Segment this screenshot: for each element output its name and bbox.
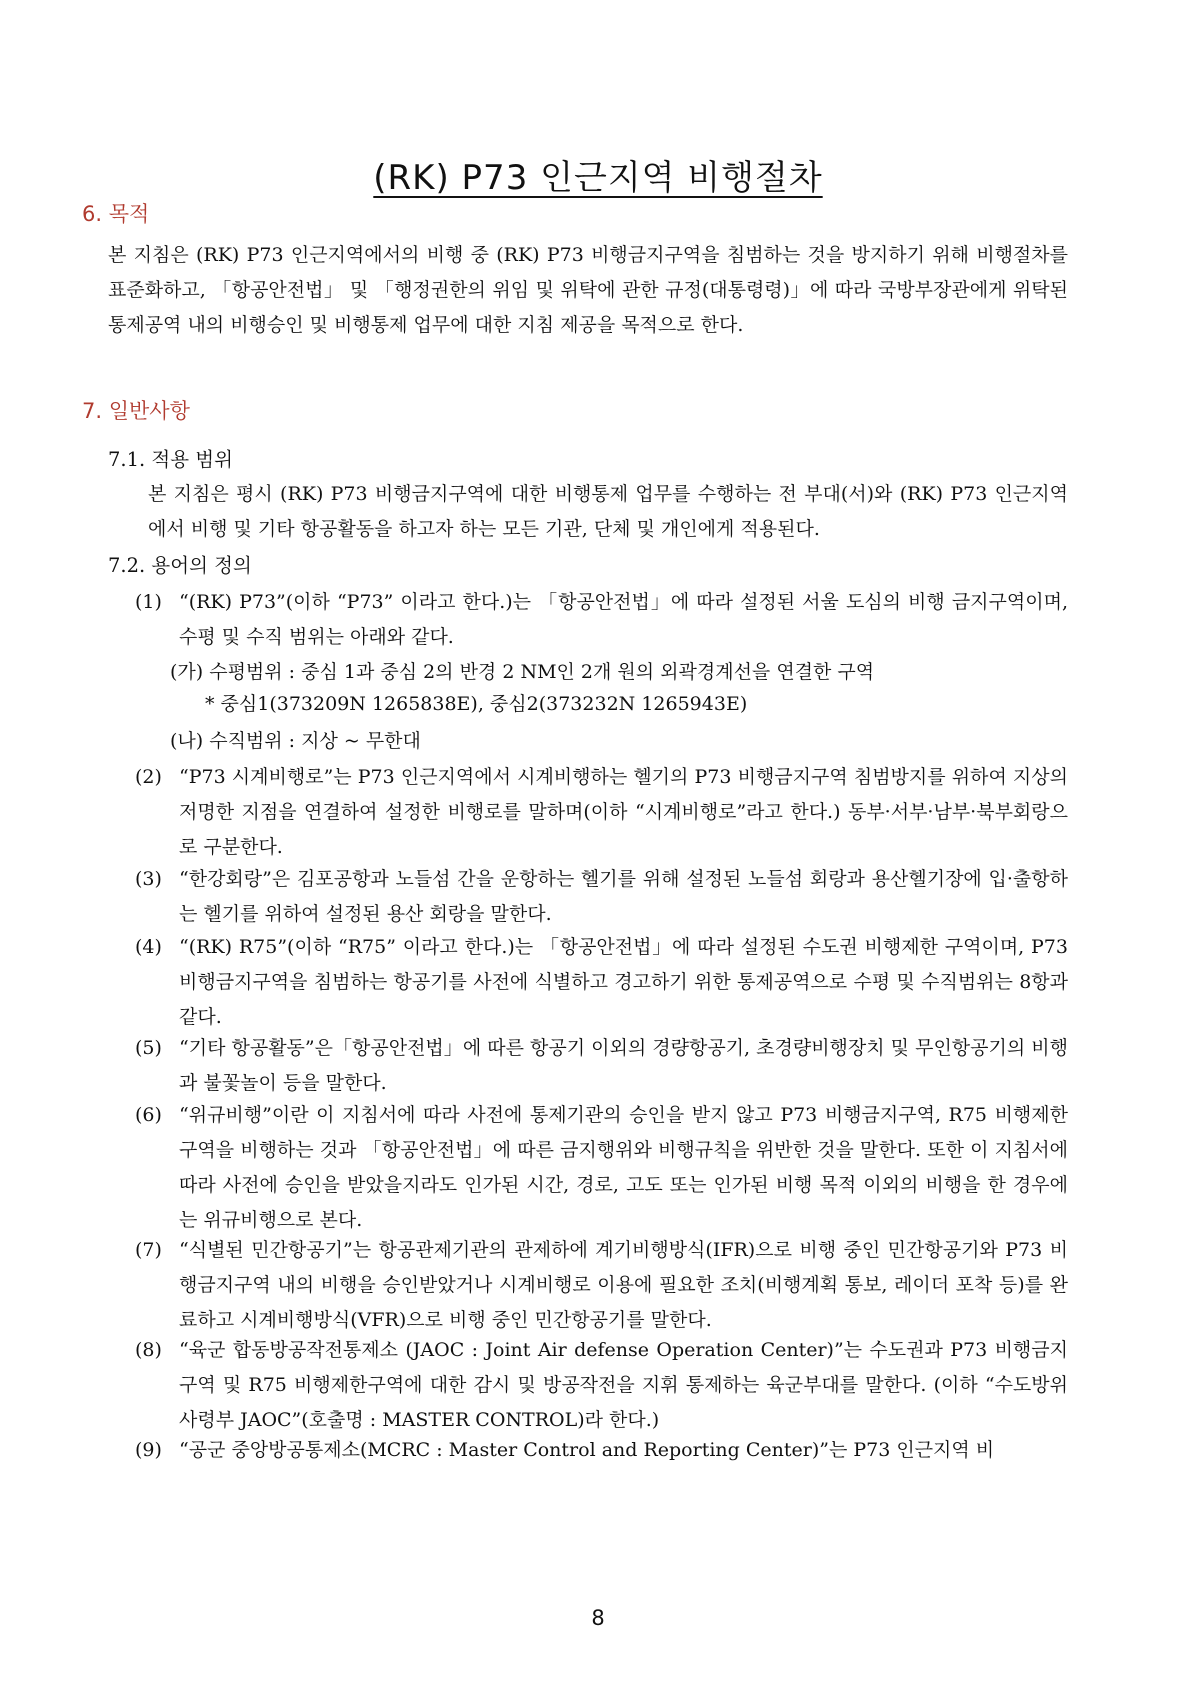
vertical-range-item: (나) 수직범위 : 지상 ~ 무한대	[170, 730, 421, 752]
center-coordinates-note: * 중심1(373209N 1265838E), 중심2(373232N 1265943E)	[205, 693, 748, 715]
definition-item-4: (4) “(RK) R75”(이하 “R75” 이라고 한다.)는 「항공안전법」에 따라 설정된 수도권 비행제한 구역이며, P73 비행금지구역을 침범하는 항공기를 사전에 식별하고 경고하기 위한 통제공역으로 수평 및 수직범위는 8항과 같다.	[135, 936, 1068, 1028]
subsection-7-1-body: 본 지침은 평시 (RK) P73 비행금지구역에 대한 비행통제 업무를 수행하는 전 부대(서)와 (RK) P73 인근지역에서 비행 및 기타 항공활동을 하고자 하는 모든 기관, 단체 및 개인에게 적용된다.	[148, 483, 1068, 540]
horizontal-range-item: (가) 수평범위 : 중심 1과 중심 2의 반경 2 NM인 2개 원의 외곽경계선을 연결한 구역	[170, 661, 875, 683]
definition-item-1: (1) “(RK) P73”(이하 “P73” 이라고 한다.)는 「항공안전법」에 따라 설정된 서울 도심의 비행 금지구역이며, 수평 및 수직 범위는 아래와 같다.	[135, 591, 1068, 648]
definition-item-3: (3) “한강회랑”은 김포공항과 노들섬 간을 운항하는 헬기를 위해 설정된 노들섬 회랑과 용산헬기장에 입·출항하는 헬기를 위하여 설정된 용산 회랑을 말한다.	[135, 868, 1068, 925]
definition-item-8: (8) “육군 합동방공작전통제소 (JAOC : Joint Air defense Operation Center)”는 수도권과 P73 비행금지구역 및 R75 비행제한구역에 대한 감시 및 방공작전을 지휘 통제하는 육군부대를 말한다. (이하 “수도방위사령부 JAOC”(호출명 : MASTER CONTROL)라 한다.)	[135, 1339, 1068, 1431]
page-title: (RK) P73 인근지역 비행절차	[373, 158, 823, 198]
subsection-7-2-heading: 7.2. 용어의 정의	[108, 554, 252, 577]
section-6-body: 본 지침은 (RK) P73 인근지역에서의 비행 중 (RK) P73 비행금지구역을 침범하는 것을 방지하기 위해 비행절차를 표준화하고, 「항공안전법」 및 「행정권한의 위임 및 위탁에 관한 규정(대통령령)」에 따라 국방부장관에게 위탁된 통제공역 내의 비행승인 및 비행통제 업무에 대한 지침 제공을 목적으로 한다.	[108, 244, 1068, 336]
definition-item-5: (5) “기타 항공활동”은「항공안전법」에 따른 항공기 이외의 경량항공기, 초경량비행장치 및 무인항공기의 비행과 불꽃놀이 등을 말한다.	[135, 1037, 1068, 1094]
definition-item-7: (7) “식별된 민간항공기”는 항공관제기관의 관제하에 계기비행방식(IFR)으로 비행 중인 민간항공기와 P73 비행금지구역 내의 비행을 승인받았거나 시계비행로 이용에 필요한 조치(비행계획 통보, 레이더 포착 등)를 완료하고 시계비행방식(VFR)으로 비행 중인 민간항공기를 말한다.	[135, 1239, 1068, 1331]
section-6-heading: 6. 목적	[82, 202, 150, 226]
subsection-7-1-heading: 7.1. 적용 범위	[108, 448, 233, 471]
definition-item-6: (6) “위규비행”이란 이 지침서에 따라 사전에 통제기관의 승인을 받지 않고 P73 비행금지구역, R75 비행제한구역을 비행하는 것과 「항공안전법」에 따른 금지행위와 비행규칙을 위반한 것을 말한다. 또한 이 지침서에 따라 사전에 승인을 받았을지라도 인가된 시간, 경로, 고도 또는 인가된 비행 목적 이외의 비행을 한 경우에는 위규비행으로 본다.	[135, 1104, 1068, 1231]
definition-item-2: (2) “P73 시계비행로”는 P73 인근지역에서 시계비행하는 헬기의 P73 비행금지구역 침범방지를 위하여 지상의 저명한 지점을 연결하여 설정한 비행로를 말하며(이하 “시계비행로”라고 한다.) 동부·서부·남부·북부회랑으로 구분한다.	[135, 766, 1068, 858]
definition-item-9: (9) “공군 중앙방공통제소(MCRC : Master Control and Reporting Center)”는 P73 인근지역 비	[135, 1439, 995, 1461]
page-number: 8	[591, 1606, 605, 1630]
section-7-heading: 7. 일반사항	[82, 399, 190, 423]
